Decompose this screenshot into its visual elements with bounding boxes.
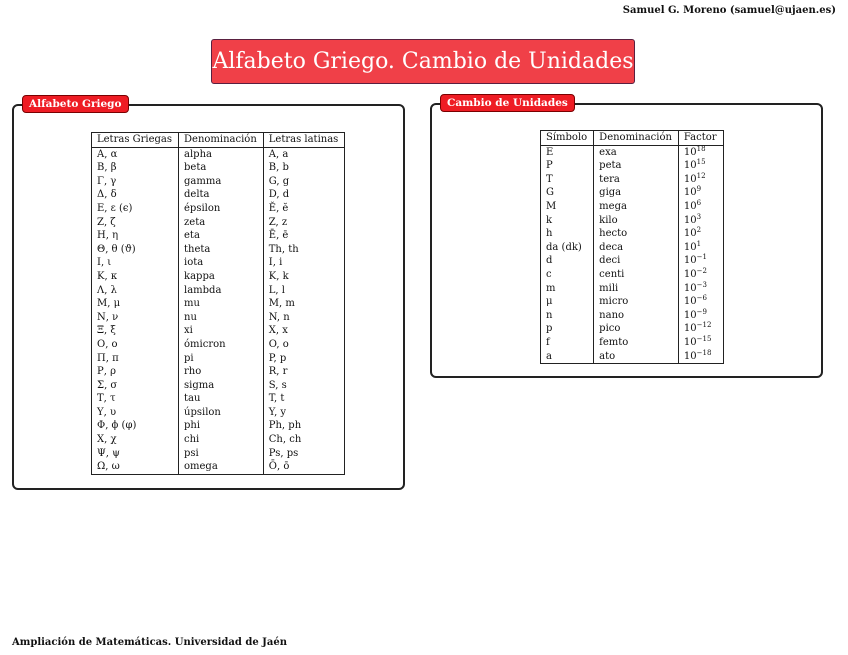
factor-base: 10 xyxy=(683,336,697,348)
factor-exponent: −12 xyxy=(696,321,712,330)
latin-letter-cell: G, g xyxy=(263,175,345,189)
table-row xyxy=(92,243,345,257)
table-row xyxy=(92,161,345,175)
factor-base: 10 xyxy=(683,187,697,199)
table-row xyxy=(541,200,724,214)
unit-factor-cell xyxy=(678,200,723,214)
table-row xyxy=(92,216,345,230)
unit-conversion-panel xyxy=(430,97,823,378)
table-row xyxy=(92,392,345,406)
factor-base: 10 xyxy=(683,309,697,321)
page-title xyxy=(211,39,635,84)
factor-exponent: 18 xyxy=(696,144,706,153)
table-row xyxy=(541,145,724,159)
unit-symbol-cell: c xyxy=(541,268,594,282)
factor-exponent: −18 xyxy=(696,348,712,357)
table-row xyxy=(92,147,345,161)
unit-factor-cell xyxy=(678,282,723,296)
table-row xyxy=(541,214,724,228)
units-header-factor: Factor xyxy=(678,131,723,146)
greek-letter-cell: Ψ, ψ xyxy=(92,447,179,461)
unit-factor-cell xyxy=(678,145,723,159)
unit-factor-cell xyxy=(678,336,723,350)
latin-letter-cell: P, p xyxy=(263,352,345,366)
table-row xyxy=(541,282,724,296)
greek-name-cell: rho xyxy=(179,365,264,379)
table-row xyxy=(541,322,724,336)
greek-header-latin: Letras latinas xyxy=(263,133,345,148)
unit-factor-cell xyxy=(678,173,723,187)
footer-text: Ampliación de Matemáticas. Universidad de Jaén xyxy=(12,637,288,648)
unit-factor-cell xyxy=(678,159,723,173)
latin-letter-cell: Th, th xyxy=(263,243,345,257)
factor-exponent: −3 xyxy=(696,280,707,289)
latin-letter-cell: I, i xyxy=(263,256,345,270)
factor-exponent: 15 xyxy=(696,158,706,167)
greek-letter-cell: Κ, κ xyxy=(92,270,179,284)
table-row xyxy=(92,256,345,270)
greek-name-cell: gamma xyxy=(179,175,264,189)
unit-symbol-cell: h xyxy=(541,227,594,241)
unit-symbol-cell: da (dk) xyxy=(541,241,594,255)
greek-name-cell: phi xyxy=(179,419,264,433)
latin-letter-cell: Ch, ch xyxy=(263,433,345,447)
greek-letter-cell: Ε, ε (ϵ) xyxy=(92,202,179,216)
greek-name-cell: ómicron xyxy=(179,338,264,352)
latin-letter-cell: D, d xyxy=(263,188,345,202)
latin-letter-cell: Ph, ph xyxy=(263,419,345,433)
table-row xyxy=(92,229,345,243)
unit-symbol-cell: p xyxy=(541,322,594,336)
factor-exponent: 6 xyxy=(696,198,702,207)
unit-name-cell: deca xyxy=(594,241,679,255)
factor-exponent: 2 xyxy=(696,226,702,235)
unit-name-cell: peta xyxy=(594,159,679,173)
factor-base: 10 xyxy=(683,200,697,212)
factor-base: 10 xyxy=(683,255,697,267)
greek-name-cell: theta xyxy=(179,243,264,257)
greek-letter-cell: Ω, ω xyxy=(92,460,179,474)
unit-symbol-cell: G xyxy=(541,186,594,200)
factor-base: 10 xyxy=(683,160,697,172)
table-row xyxy=(541,186,724,200)
greek-name-cell: psi xyxy=(179,447,264,461)
greek-header-letters: Letras Griegas xyxy=(92,133,179,148)
factor-exponent: −15 xyxy=(696,334,712,343)
table-row xyxy=(92,352,345,366)
factor-exponent: −1 xyxy=(696,253,707,262)
units-table-body xyxy=(541,145,724,364)
table-row xyxy=(541,159,724,173)
unit-symbol-cell: a xyxy=(541,350,594,364)
greek-alphabet-panel xyxy=(12,98,405,490)
table-row xyxy=(92,270,345,284)
unit-factor-cell xyxy=(678,309,723,323)
unit-name-cell: tera xyxy=(594,173,679,187)
unit-symbol-cell: T xyxy=(541,173,594,187)
unit-symbol-cell: d xyxy=(541,254,594,268)
greek-name-cell: épsilon xyxy=(179,202,264,216)
table-row xyxy=(92,406,345,420)
unit-name-cell: mega xyxy=(594,200,679,214)
greek-name-cell: beta xyxy=(179,161,264,175)
table-row xyxy=(541,295,724,309)
unit-name-cell: giga xyxy=(594,186,679,200)
factor-exponent: −6 xyxy=(696,294,707,303)
greek-name-cell: sigma xyxy=(179,379,264,393)
greek-name-cell: mu xyxy=(179,297,264,311)
greek-letter-cell: Ρ, ρ xyxy=(92,365,179,379)
table-row xyxy=(92,447,345,461)
greek-letter-cell: Φ, ϕ (φ) xyxy=(92,419,179,433)
latin-letter-cell: X, x xyxy=(263,324,345,338)
table-row xyxy=(541,336,724,350)
unit-factor-cell xyxy=(678,227,723,241)
unit-name-cell: centi xyxy=(594,268,679,282)
factor-exponent: 9 xyxy=(696,185,702,194)
greek-table-header-row xyxy=(92,133,345,148)
factor-base: 10 xyxy=(683,296,697,308)
latin-letter-cell: A, a xyxy=(263,147,345,161)
unit-factor-cell xyxy=(678,254,723,268)
unit-factor-cell xyxy=(678,241,723,255)
latin-letter-cell: Ps, ps xyxy=(263,447,345,461)
latin-letter-cell: Ē, ē xyxy=(263,229,345,243)
table-row xyxy=(92,419,345,433)
units-header-name: Denominación xyxy=(594,131,679,146)
table-row xyxy=(541,309,724,323)
greek-letter-cell: Ξ, ξ xyxy=(92,324,179,338)
latin-letter-cell: Ĕ, ĕ xyxy=(263,202,345,216)
unit-name-cell: nano xyxy=(594,309,679,323)
unit-prefix-table xyxy=(540,130,724,364)
factor-base: 10 xyxy=(683,146,697,158)
greek-name-cell: eta xyxy=(179,229,264,243)
unit-name-cell: micro xyxy=(594,295,679,309)
latin-letter-cell: M, m xyxy=(263,297,345,311)
unit-symbol-cell: μ xyxy=(541,295,594,309)
table-row xyxy=(92,175,345,189)
factor-base: 10 xyxy=(683,282,697,294)
greek-name-cell: úpsilon xyxy=(179,406,264,420)
factor-base: 10 xyxy=(683,241,697,253)
greek-letter-cell: Α, α xyxy=(92,147,179,161)
greek-table-body xyxy=(92,147,345,474)
latin-letter-cell: R, r xyxy=(263,365,345,379)
unit-symbol-cell: f xyxy=(541,336,594,350)
unit-symbol-cell: m xyxy=(541,282,594,296)
greek-letter-cell: Λ, λ xyxy=(92,284,179,298)
greek-letter-cell: Ο, ο xyxy=(92,338,179,352)
factor-exponent: −9 xyxy=(696,307,707,316)
table-row xyxy=(92,284,345,298)
table-row xyxy=(92,202,345,216)
page-title-text: Alfabeto Griego. Cambio de Unidades xyxy=(212,49,634,74)
table-row xyxy=(92,433,345,447)
factor-base: 10 xyxy=(683,268,697,280)
author-line: Samuel G. Moreno (samuel@ujaen.es) xyxy=(622,5,836,16)
latin-letter-cell: O, o xyxy=(263,338,345,352)
unit-factor-cell xyxy=(678,350,723,364)
greek-letter-cell: Μ, μ xyxy=(92,297,179,311)
greek-name-cell: tau xyxy=(179,392,264,406)
unit-factor-cell xyxy=(678,268,723,282)
greek-name-cell: lambda xyxy=(179,284,264,298)
unit-name-cell: hecto xyxy=(594,227,679,241)
greek-letter-cell: Π, π xyxy=(92,352,179,366)
greek-letter-cell: Δ, δ xyxy=(92,188,179,202)
greek-panel-label: Alfabeto Griego xyxy=(22,95,129,113)
greek-name-cell: pi xyxy=(179,352,264,366)
greek-letter-cell: Υ, υ xyxy=(92,406,179,420)
unit-symbol-cell: E xyxy=(541,145,594,159)
unit-name-cell: ato xyxy=(594,350,679,364)
table-row xyxy=(541,254,724,268)
unit-symbol-cell: n xyxy=(541,309,594,323)
latin-letter-cell: S, s xyxy=(263,379,345,393)
table-row xyxy=(92,338,345,352)
unit-factor-cell xyxy=(678,322,723,336)
unit-name-cell: deci xyxy=(594,254,679,268)
latin-letter-cell: Y, y xyxy=(263,406,345,420)
factor-base: 10 xyxy=(683,323,697,335)
greek-name-cell: kappa xyxy=(179,270,264,284)
unit-name-cell: pico xyxy=(594,322,679,336)
factor-exponent: 1 xyxy=(696,239,702,248)
unit-name-cell: mili xyxy=(594,282,679,296)
latin-letter-cell: Ō, ō xyxy=(263,460,345,474)
table-row xyxy=(92,365,345,379)
greek-letter-cell: Η, η xyxy=(92,229,179,243)
greek-letter-cell: Χ, χ xyxy=(92,433,179,447)
greek-name-cell: nu xyxy=(179,311,264,325)
table-row xyxy=(92,188,345,202)
greek-header-name: Denominación xyxy=(179,133,264,148)
unit-factor-cell xyxy=(678,214,723,228)
unit-symbol-cell: k xyxy=(541,214,594,228)
greek-letter-cell: Β, β xyxy=(92,161,179,175)
latin-letter-cell: B, b xyxy=(263,161,345,175)
greek-name-cell: iota xyxy=(179,256,264,270)
factor-exponent: −2 xyxy=(696,266,707,275)
factor-base: 10 xyxy=(683,228,697,240)
latin-letter-cell: K, k xyxy=(263,270,345,284)
unit-factor-cell xyxy=(678,186,723,200)
greek-letter-cell: Θ, θ (ϑ) xyxy=(92,243,179,257)
table-row xyxy=(92,297,345,311)
table-row xyxy=(92,379,345,393)
factor-exponent: 12 xyxy=(696,171,706,180)
greek-name-cell: delta xyxy=(179,188,264,202)
greek-alphabet-table xyxy=(91,132,345,475)
table-row xyxy=(92,460,345,474)
units-header-symbol: Símbolo xyxy=(541,131,594,146)
unit-name-cell: exa xyxy=(594,145,679,159)
greek-name-cell: omega xyxy=(179,460,264,474)
table-row xyxy=(541,268,724,282)
greek-letter-cell: Σ, σ xyxy=(92,379,179,393)
factor-base: 10 xyxy=(683,350,697,362)
unit-symbol-cell: P xyxy=(541,159,594,173)
factor-base: 10 xyxy=(683,214,697,226)
latin-letter-cell: Z, z xyxy=(263,216,345,230)
greek-name-cell: alpha xyxy=(179,147,264,161)
greek-name-cell: zeta xyxy=(179,216,264,230)
latin-letter-cell: L, l xyxy=(263,284,345,298)
greek-letter-cell: Τ, τ xyxy=(92,392,179,406)
table-row xyxy=(92,311,345,325)
greek-name-cell: xi xyxy=(179,324,264,338)
units-table-header-row xyxy=(541,131,724,146)
latin-letter-cell: T, t xyxy=(263,392,345,406)
greek-letter-cell: Γ, γ xyxy=(92,175,179,189)
greek-letter-cell: Ι, ι xyxy=(92,256,179,270)
greek-letter-cell: Ν, ν xyxy=(92,311,179,325)
factor-base: 10 xyxy=(683,173,697,185)
table-row xyxy=(541,173,724,187)
greek-letter-cell: Ζ, ζ xyxy=(92,216,179,230)
factor-exponent: 3 xyxy=(696,212,702,221)
table-row xyxy=(541,241,724,255)
greek-name-cell: chi xyxy=(179,433,264,447)
unit-symbol-cell: M xyxy=(541,200,594,214)
unit-factor-cell xyxy=(678,295,723,309)
unit-name-cell: kilo xyxy=(594,214,679,228)
table-row xyxy=(541,227,724,241)
table-row xyxy=(92,324,345,338)
latin-letter-cell: N, n xyxy=(263,311,345,325)
units-panel-label: Cambio de Unidades xyxy=(440,94,575,112)
table-row xyxy=(541,350,724,364)
unit-name-cell: femto xyxy=(594,336,679,350)
